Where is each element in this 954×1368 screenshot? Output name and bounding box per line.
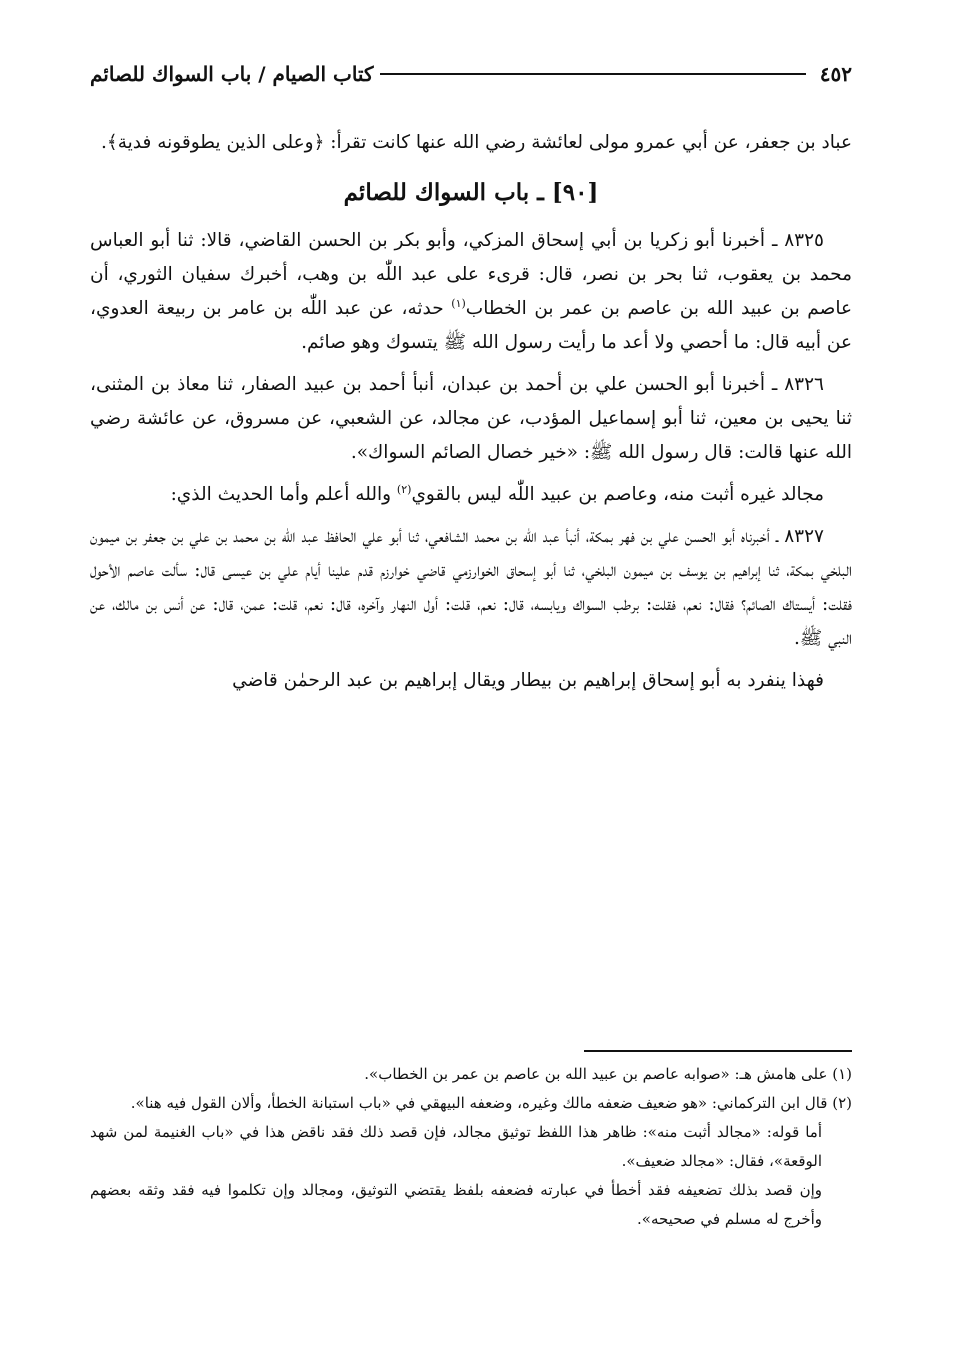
closing-paragraph: فهذا ينفرد به أبو إسحاق إبراهيم بن بيطار ويقال إبراهيم بن عبد الرحمٰن قاضي bbox=[232, 670, 824, 691]
hadith-8326: ٨٣٢٦ ـ أخبرنا أبو الحسن علي بن أحمد بن عبدان، أنبأ أحمد بن عبيد الصفار، ثنا معاذ بن المثنى، ثنا يحيى بن معين، ثنا أبو إسماعيل المؤدب، عن مجالد، عن الشعبي، عن مسروق، عن عائشة رضي الله عنها قالت: قال رسول الله ﷺ: «خير خصال الصائم السواك». bbox=[90, 374, 852, 463]
hadith-8327: ٨٣٢٧ ـ أخبرناه أبو الحسن علي بن فهر بمكة، أنبأ عبد اللّٰه بن محمد الشافعي، ثنا أبو علي الحافظ عبد اللّٰه بن محمد بن علي بن جعفر بن ميمون البلخي بمكة، ثنا إبراهيم بن يوسف بن ميمون البلخي، ثنا أبو إسحاق الخوارزمي قاضي خوارزم قدم علينا أيام علي بن عيسى قال: سألت عاصم الأحول فقلت: أيستاك الصائم؟ فقال: نعم، فقلت: برطب السواك ويابسه، قال: نعم، قلت: أول النهار وآخره، قال: نعم، قلت: عمن، قال: عن أنس بن مالك، عن النبي ﷺ. bbox=[90, 526, 852, 649]
page-header bbox=[90, 62, 852, 106]
footnote-1: (١) على هامش هـ: «صوابه عاصم بن عبيد الله بن عاصم بن عمر بن الخطاب». bbox=[364, 1065, 852, 1083]
header-rule bbox=[380, 73, 806, 75]
footnote-2-continued: أما قوله: «مجالد أثبت منه»: ظاهر هذا اللفظ توثيق مجالد، فإن قصد ذلك فقد ناقض هذا في «باب الغنيمة لمن شهد الوقعة»، فقال: «مجالد ضعيف». bbox=[90, 1123, 822, 1170]
footnote-ref-2: (٢) bbox=[396, 482, 412, 496]
commentary-text-b: والله أعلم وأما الحديث الذي: bbox=[170, 484, 397, 505]
book-page bbox=[90, 62, 852, 1342]
footnote-ref-1: (١) bbox=[451, 296, 466, 310]
commentary-paragraph bbox=[90, 478, 852, 512]
hadith-8325-text-b: حدثه، عن عبد اللّٰه بن عامر بن ربيعة العدوي، عن أبيه قال: ما أحصي ولا أعد ما رأيت رسول الله ﷺ يتسوك وهو صائم. bbox=[90, 298, 852, 353]
chapter-heading: [٩٠] ـ باب السواك للصائم bbox=[343, 179, 599, 206]
footnote-2-continued-2: وإن قصد بذلك تضعيفه فقد أخطأ في عبارته فضعفه بلفظ يقتضي التوثيق، ومجالد وإن تكلموا فيه فقد وثقه بعضهم وأخرج له مسلم في صحيحه». bbox=[90, 1181, 822, 1228]
commentary-text-a: مجالد غيره أثبت منه، وعاصم بن عبيد اللّٰه ليس بالقوي bbox=[411, 484, 824, 505]
footnote-2: (٢) قال ابن التركماني: «هو ضعيف ضعفه مالك وغيره، وضعفه البيهقي في «باب استبانة الخطأ، وألان القول فيه هنا». bbox=[130, 1094, 852, 1112]
hadith-8325 bbox=[90, 224, 852, 360]
footnote-separator bbox=[584, 1050, 852, 1052]
running-title: كتاب الصيام / باب السواك للصائم bbox=[90, 62, 374, 86]
page-number: ٤٥٢ bbox=[819, 62, 852, 86]
hadith-8325-text-a: ٨٣٢٥ ـ أخبرنا أبو زكريا بن أبي إسحاق المزكي، وأبو بكر بن الحسن القاضي، قالا: ثنا أبو العباس محمد بن يعقوب، ثنا بحر بن نصر، قال: قرىء على عبد اللّٰه بن وهب، أخبرك سفيان الثوري، أن عاصم بن عبيد الله بن عاصم بن عمر بن الخطاب bbox=[90, 230, 852, 319]
main-text bbox=[90, 126, 852, 698]
paragraph-continuation: عباد بن جعفر، عن أبي عمرو مولى لعائشة رضي الله عنها كانت تقرأ: ﴿وعلى الذين يطوقونه فدية﴾. bbox=[101, 132, 852, 153]
footnotes bbox=[90, 1060, 852, 1234]
